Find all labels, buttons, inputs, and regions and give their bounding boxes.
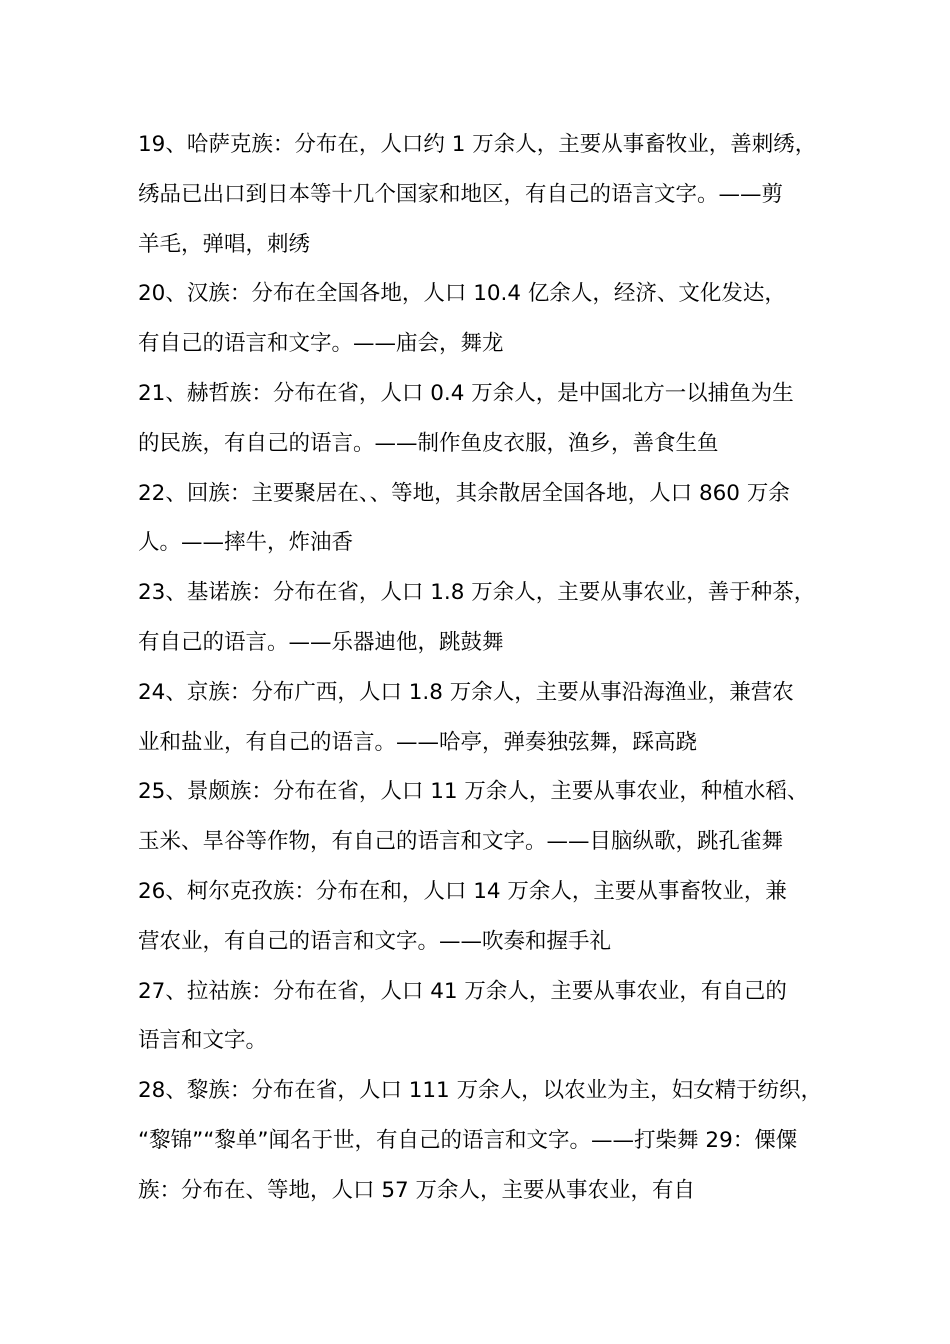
text-line: 27、拉祜族：分布在省，人口 41 万余人，主要从事农业，有自己的	[138, 978, 787, 1004]
text-line: 营农业，有自己的语言和文字。——吹奏和握手礼	[138, 928, 612, 954]
text-line: 玉米、旱谷等作物，有自己的语言和文字。——目脑纵歌，跳孔雀舞	[138, 829, 784, 855]
text-line: 25、景颇族：分布在省，人口 11 万余人，主要从事农业，种植水稻、	[138, 779, 809, 805]
text-line: 26、柯尔克孜族：分布在和，人口 14 万余人，主要从事畜牧业，兼	[138, 878, 787, 904]
text-line: 28、黎族：分布在省，人口 111 万余人，以农业为主，妇女精于纺织，	[138, 1078, 823, 1104]
text-line: 24、京族：分布广西，人口 1.8 万余人，主要从事沿海渔业，兼营农	[138, 679, 794, 705]
text-line: 业和盐业，有自己的语言。——哈亭，弹奏独弦舞，踩高跷	[138, 729, 698, 755]
text-line: 语言和文字。	[138, 1028, 268, 1054]
text-line: 族：分布在、等地，人口 57 万余人，主要从事农业，有自	[138, 1177, 696, 1203]
text-line: 23、基诺族：分布在省，人口 1.8 万余人，主要从事农业，善于种茶，	[138, 580, 816, 606]
text-line: 的民族，有自己的语言。——制作鱼皮衣服，渔乡，善食生鱼	[138, 430, 719, 456]
text-line: 有自己的语言和文字。——庙会，舞龙	[138, 331, 504, 357]
text-line: 羊毛，弹唱，刺绣	[138, 231, 311, 257]
text-line: 22、回族：主要聚居在、、等地，其余散居全国各地，人口 860 万余	[138, 480, 790, 506]
text-line: 绣品已出口到日本等十几个国家和地区，有自己的语言文字。——剪	[138, 181, 784, 207]
text-line: 人。——摔牛，炸油香	[138, 530, 354, 556]
text-line: 19、哈萨克族：分布在，人口约 1 万余人，主要从事畜牧业，善刺绣，	[138, 132, 817, 157]
document-body	[138, 120, 838, 1216]
text-line: 20、汉族：分布在全国各地，人口 10.4 亿余人，经济、文化发达，	[138, 281, 786, 307]
text-line: 有自己的语言。——乐器迪他，跳鼓舞	[138, 629, 504, 655]
text-line: 21、赫哲族：分布在省，人口 0.4 万余人，是中国北方一以捕鱼为生	[138, 380, 794, 406]
text-line: “黎锦”“黎单”闻名于世，有自己的语言和文字。——打柴舞 29：傈僳	[138, 1127, 798, 1153]
